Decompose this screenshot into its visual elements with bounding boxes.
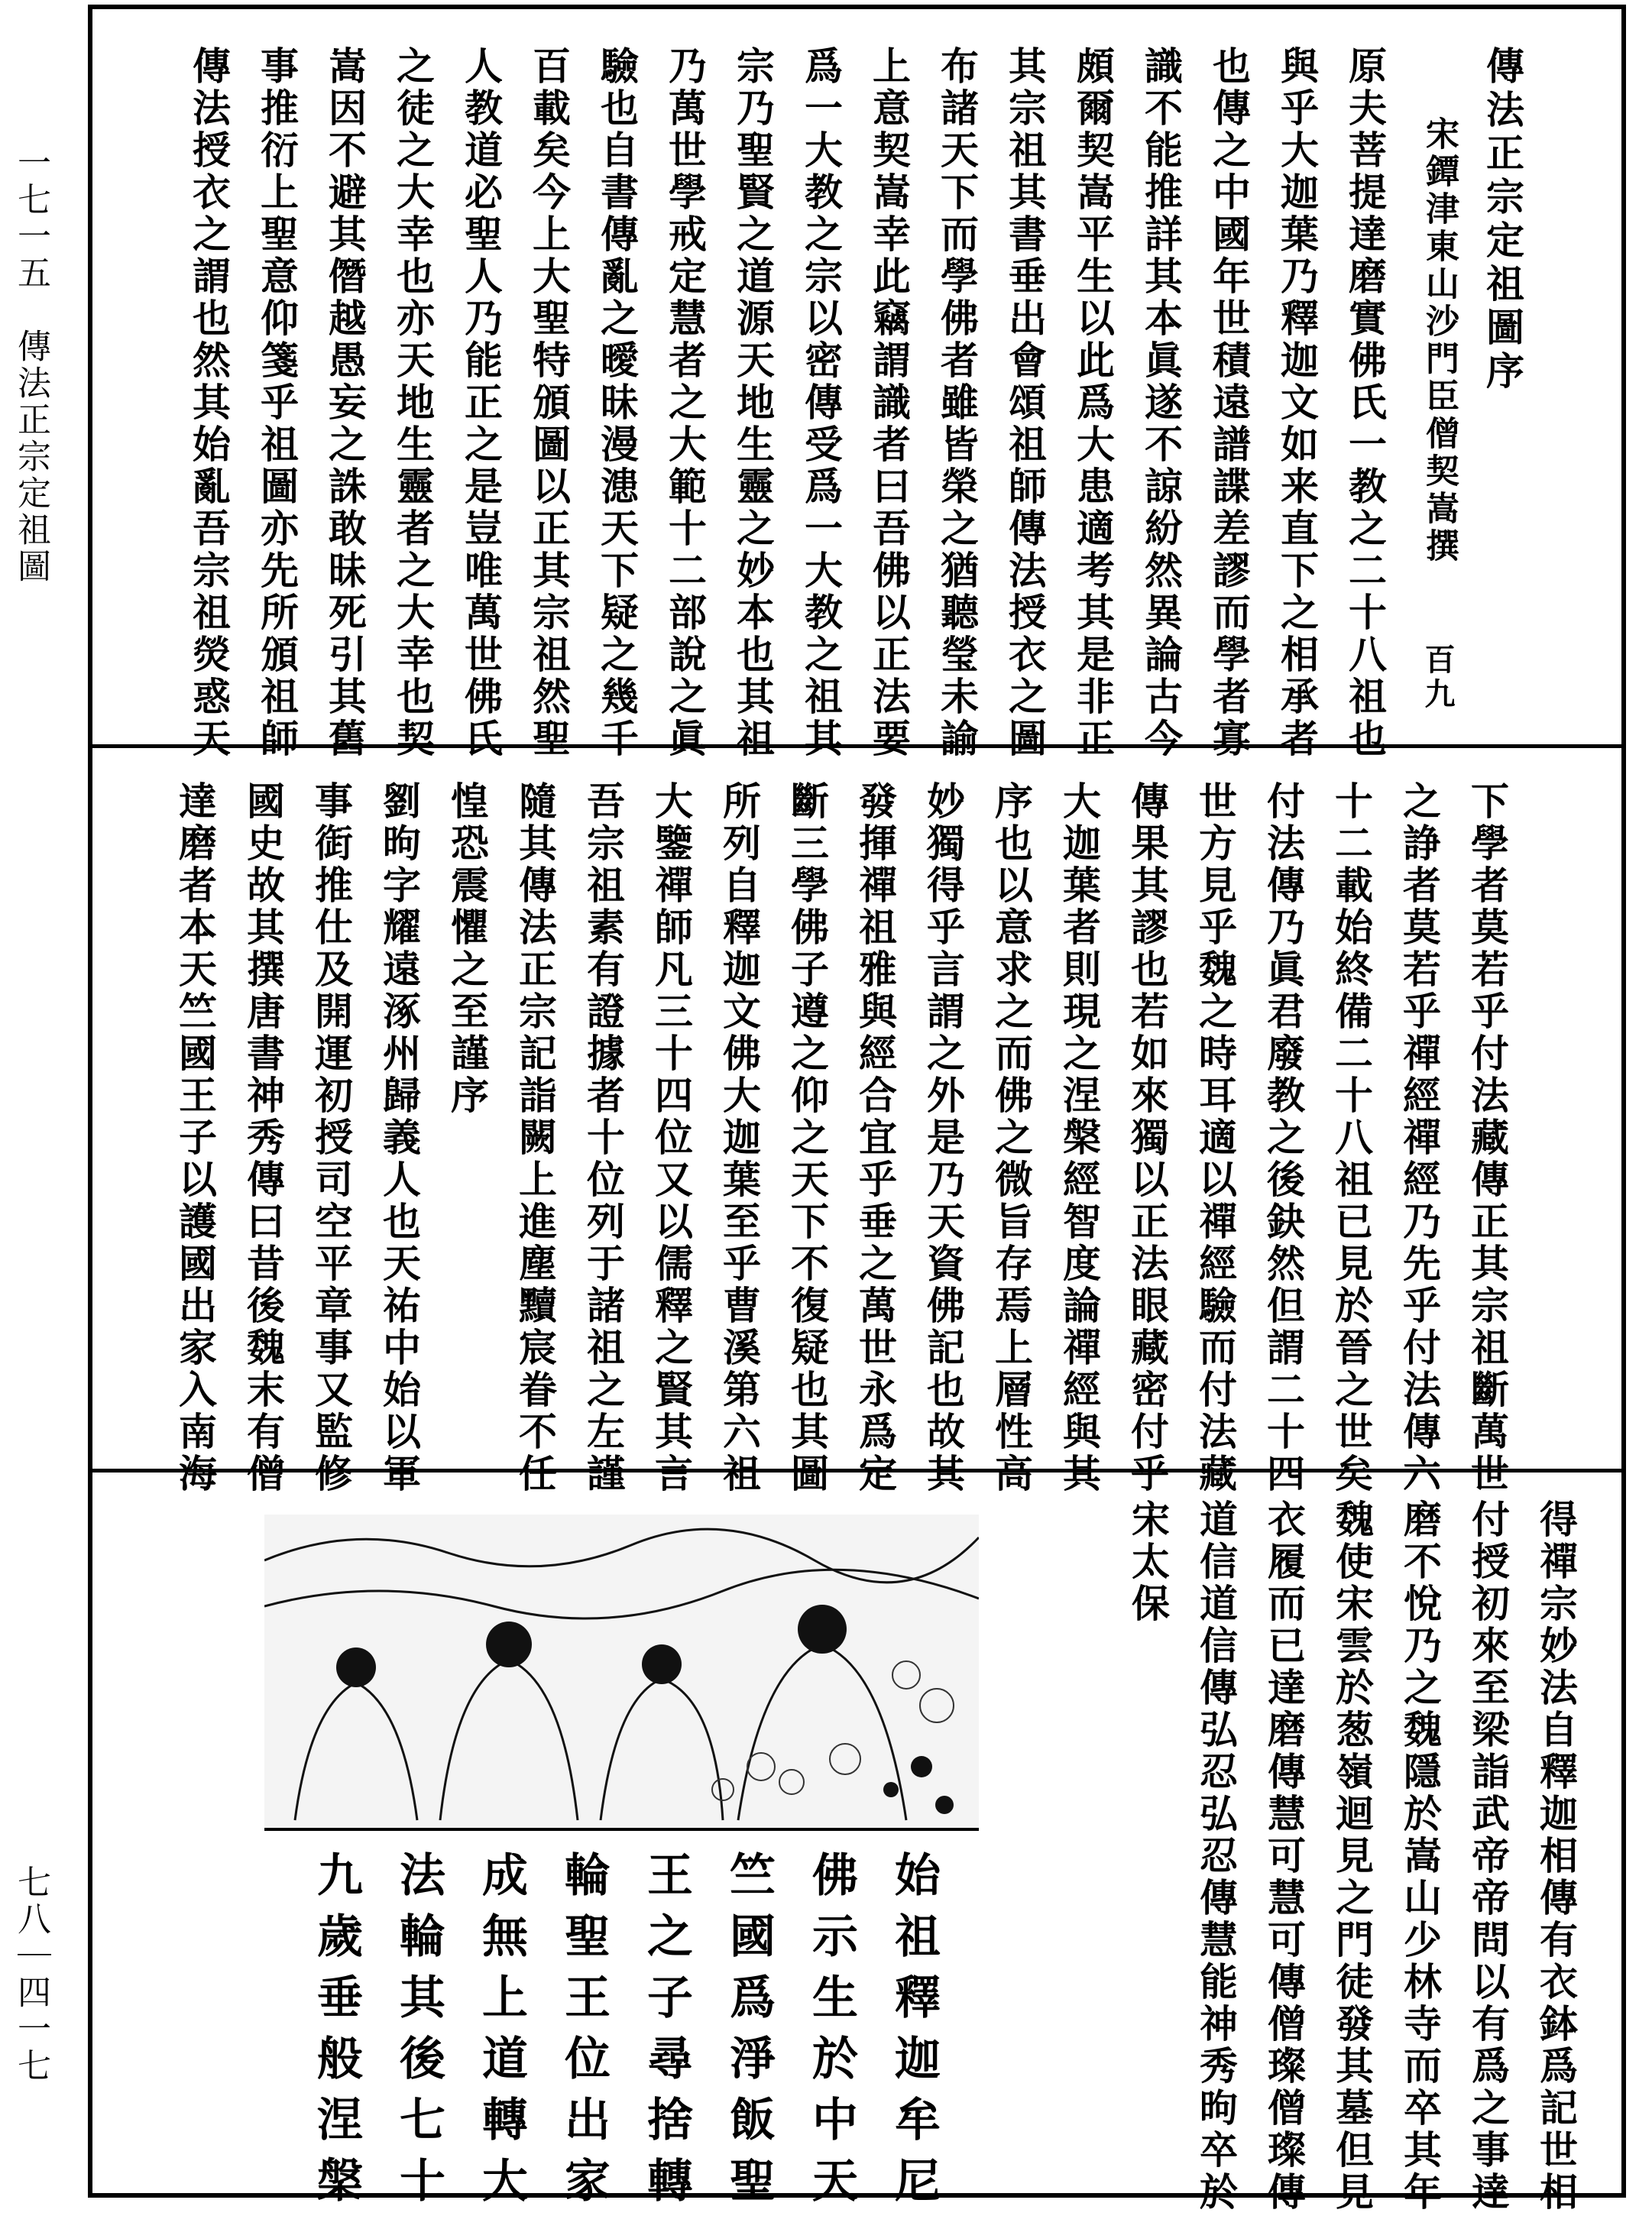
illustration-drawing (264, 1515, 979, 1828)
preface-column-2: 與乎大迦葉乃釋迦文如来直下之相承者 (1275, 46, 1320, 760)
preface-column-14: 人教道必聖人乃能正之是豈唯萬世佛氏 (458, 46, 504, 760)
preface-continued-column-9: 妙獨得乎言謂之外是乃天資佛記也故其 (921, 781, 966, 1495)
preface-column-8: 上意契嵩幸此竊謂識者曰吾佛以正法要 (866, 46, 912, 760)
caption-column-2: 佛示生於中天 (805, 1851, 858, 2218)
preface-column-6: 其宗祖其書垂出會頌祖師傳法授衣之圖 (1003, 46, 1048, 760)
preface-column-15: 之徒之大幸也亦天地生靈者之大幸也契 (390, 46, 436, 760)
preface-continued-column-10: 發揮禪祖雅與經合宜乎垂之萬世永爲定 (853, 781, 898, 1495)
illustrated-text-column-4: 魏使宋雲於葱嶺迴見之門徒發其墓但見 (1330, 1499, 1375, 2214)
preface-continued-column-5: 世方見乎魏之時耳適以禪經驗而付法藏 (1193, 781, 1238, 1495)
author-line: 宋鐔津東山沙門臣僧契嵩撰 (1420, 116, 1459, 565)
margin-volume-title: 一七一五 傳法正宗定祖圖 (11, 145, 50, 585)
illustrated-text-column-5: 衣履而已達磨傳慧可慧可傳僧璨僧璨傳 (1262, 1499, 1307, 2214)
preface-column-17: 事推衍上聖意仰箋乎祖圖亦先所頒祖師 (254, 46, 300, 760)
preface-column-1: 原夫菩提達磨實佛氏一教之二十八祖也 (1343, 46, 1388, 760)
preface-column-9: 爲一大教之宗以密傳受爲一大教之祖其 (798, 46, 844, 760)
preface-continued-column-8: 序也以意求之而佛之微旨存焉上層性高 (989, 781, 1034, 1495)
preface-continued-column-4: 付法傳乃眞君廢教之後鈌然但謂二十四 (1261, 781, 1306, 1495)
preface-continued-column-7: 大迦葉者則現之涅槃經智度論禪經與其 (1057, 781, 1102, 1495)
preface-column-11: 乃萬世學戒定慧者之大範十二部說之眞 (662, 46, 708, 760)
preface-continued-column-2: 之諍者莫若乎禪經禪經乃先乎付法傳六 (1397, 781, 1442, 1495)
preface-continued-column-1: 下學者莫若乎付法藏傳正其宗祖斷萬世 (1465, 781, 1510, 1495)
caption-column-1: 始祖釋迦牟尼 (887, 1851, 941, 2218)
preface-continued-column-19: 國史故其撰唐書神秀傳曰昔後魏末有僧 (241, 781, 286, 1495)
preface-column-16: 嵩因不避其僭越愚妄之誅敢昧死引其舊 (322, 46, 368, 760)
preface-continued-column-6: 傳果其謬也若如來獨以正法眼藏密付乎 (1125, 781, 1170, 1495)
illustrated-text-column-1: 得禪宗妙法自釋迦相傳有衣鉢爲記世相 (1534, 1499, 1579, 2214)
caption-column-6: 成無上道轉大 (475, 1851, 528, 2218)
preface-continued-column-17: 劉昫字耀遠涿州歸義人也天祐中始以軍 (377, 781, 422, 1495)
illustrated-text-column-3: 磨不悅乃之魏隱於嵩山少林寺而卒其年 (1398, 1499, 1443, 2214)
margin-page-number: 七八｜四一七 (11, 1865, 50, 2085)
preface-continued-column-14: 吾宗祖素有證據者十位列于諸祖之左謹 (581, 781, 626, 1495)
page-frame (88, 5, 1626, 2218)
illustrated-text-column-6: 道信道信傳弘忍弘忍傳慧能神秀昫卒於 (1194, 1499, 1239, 2214)
caption-column-5: 輪聖王位出家 (557, 1851, 611, 2218)
preface-continued-column-13: 大鑒禪師凡三十四位又以儒釋之賢其言 (649, 781, 694, 1495)
preface-column-13: 百載矣今上大聖特頒圖以正其宗祖然聖 (526, 46, 572, 760)
preface-column-3: 也傳之中國年世積遠譜諜差謬而學者寡 (1207, 46, 1252, 760)
document-title: 傳法正宗定祖圖序 (1480, 46, 1525, 394)
preface-column-10: 宗乃聖賢之道源天地生靈之妙本也其祖 (730, 46, 776, 760)
preface-continued-column-16: 惶恐震懼之至謹序 (445, 781, 490, 1117)
illustrated-text-column-7: 宋太保 (1126, 1499, 1171, 1625)
caption-column-8: 九歲垂般涅槃 (309, 1851, 363, 2218)
preface-continued-column-12: 所列自釋迦文佛大迦葉至乎曹溪第六祖 (717, 781, 762, 1495)
page-mark: 百九 (1420, 643, 1456, 712)
preface-column-4: 識不能推詳其本眞遂不諒紛然異論古今 (1139, 46, 1184, 760)
preface-column-5: 頗爾契嵩平生以此爲大患適考其是非正 (1071, 46, 1116, 760)
preface-continued-column-18: 事衘推仕及開運初授司空平章事又監修 (309, 781, 354, 1495)
preface-continued-column-3: 十二載始終備二十八祖已見於晉之世矣 (1329, 781, 1374, 1495)
preface-continued-column-20: 達磨者本天竺國王子以護國出家入南海 (173, 781, 218, 1495)
preface-column-7: 布諸天下而學佛者雖皆榮之猶聽瑩未諭 (935, 46, 980, 760)
caption-column-7: 法輪其後七十 (392, 1851, 445, 2218)
preface-continued-column-11: 斷三學佛子遵之仰之天下不復疑也其圖 (785, 781, 830, 1495)
patriarch-illustration (264, 1515, 979, 1831)
illustrated-text-column-2: 付授初來至梁詣武帝帝問以有爲之事達 (1466, 1499, 1511, 2214)
caption-column-4: 王之子尋捨轉 (640, 1851, 693, 2218)
preface-column-12: 驗也自書傳亂之曖昧漫漶天下疑之幾千 (594, 46, 640, 760)
caption-column-3: 竺國爲淨飯聖 (722, 1851, 776, 2218)
preface-column-18: 傳法授衣之謂也然其始亂吾宗祖熒惑天 (186, 46, 232, 760)
preface-continued-column-15: 隨其傳法正宗記詣闕上進塵黷宸眷不任 (513, 781, 558, 1495)
